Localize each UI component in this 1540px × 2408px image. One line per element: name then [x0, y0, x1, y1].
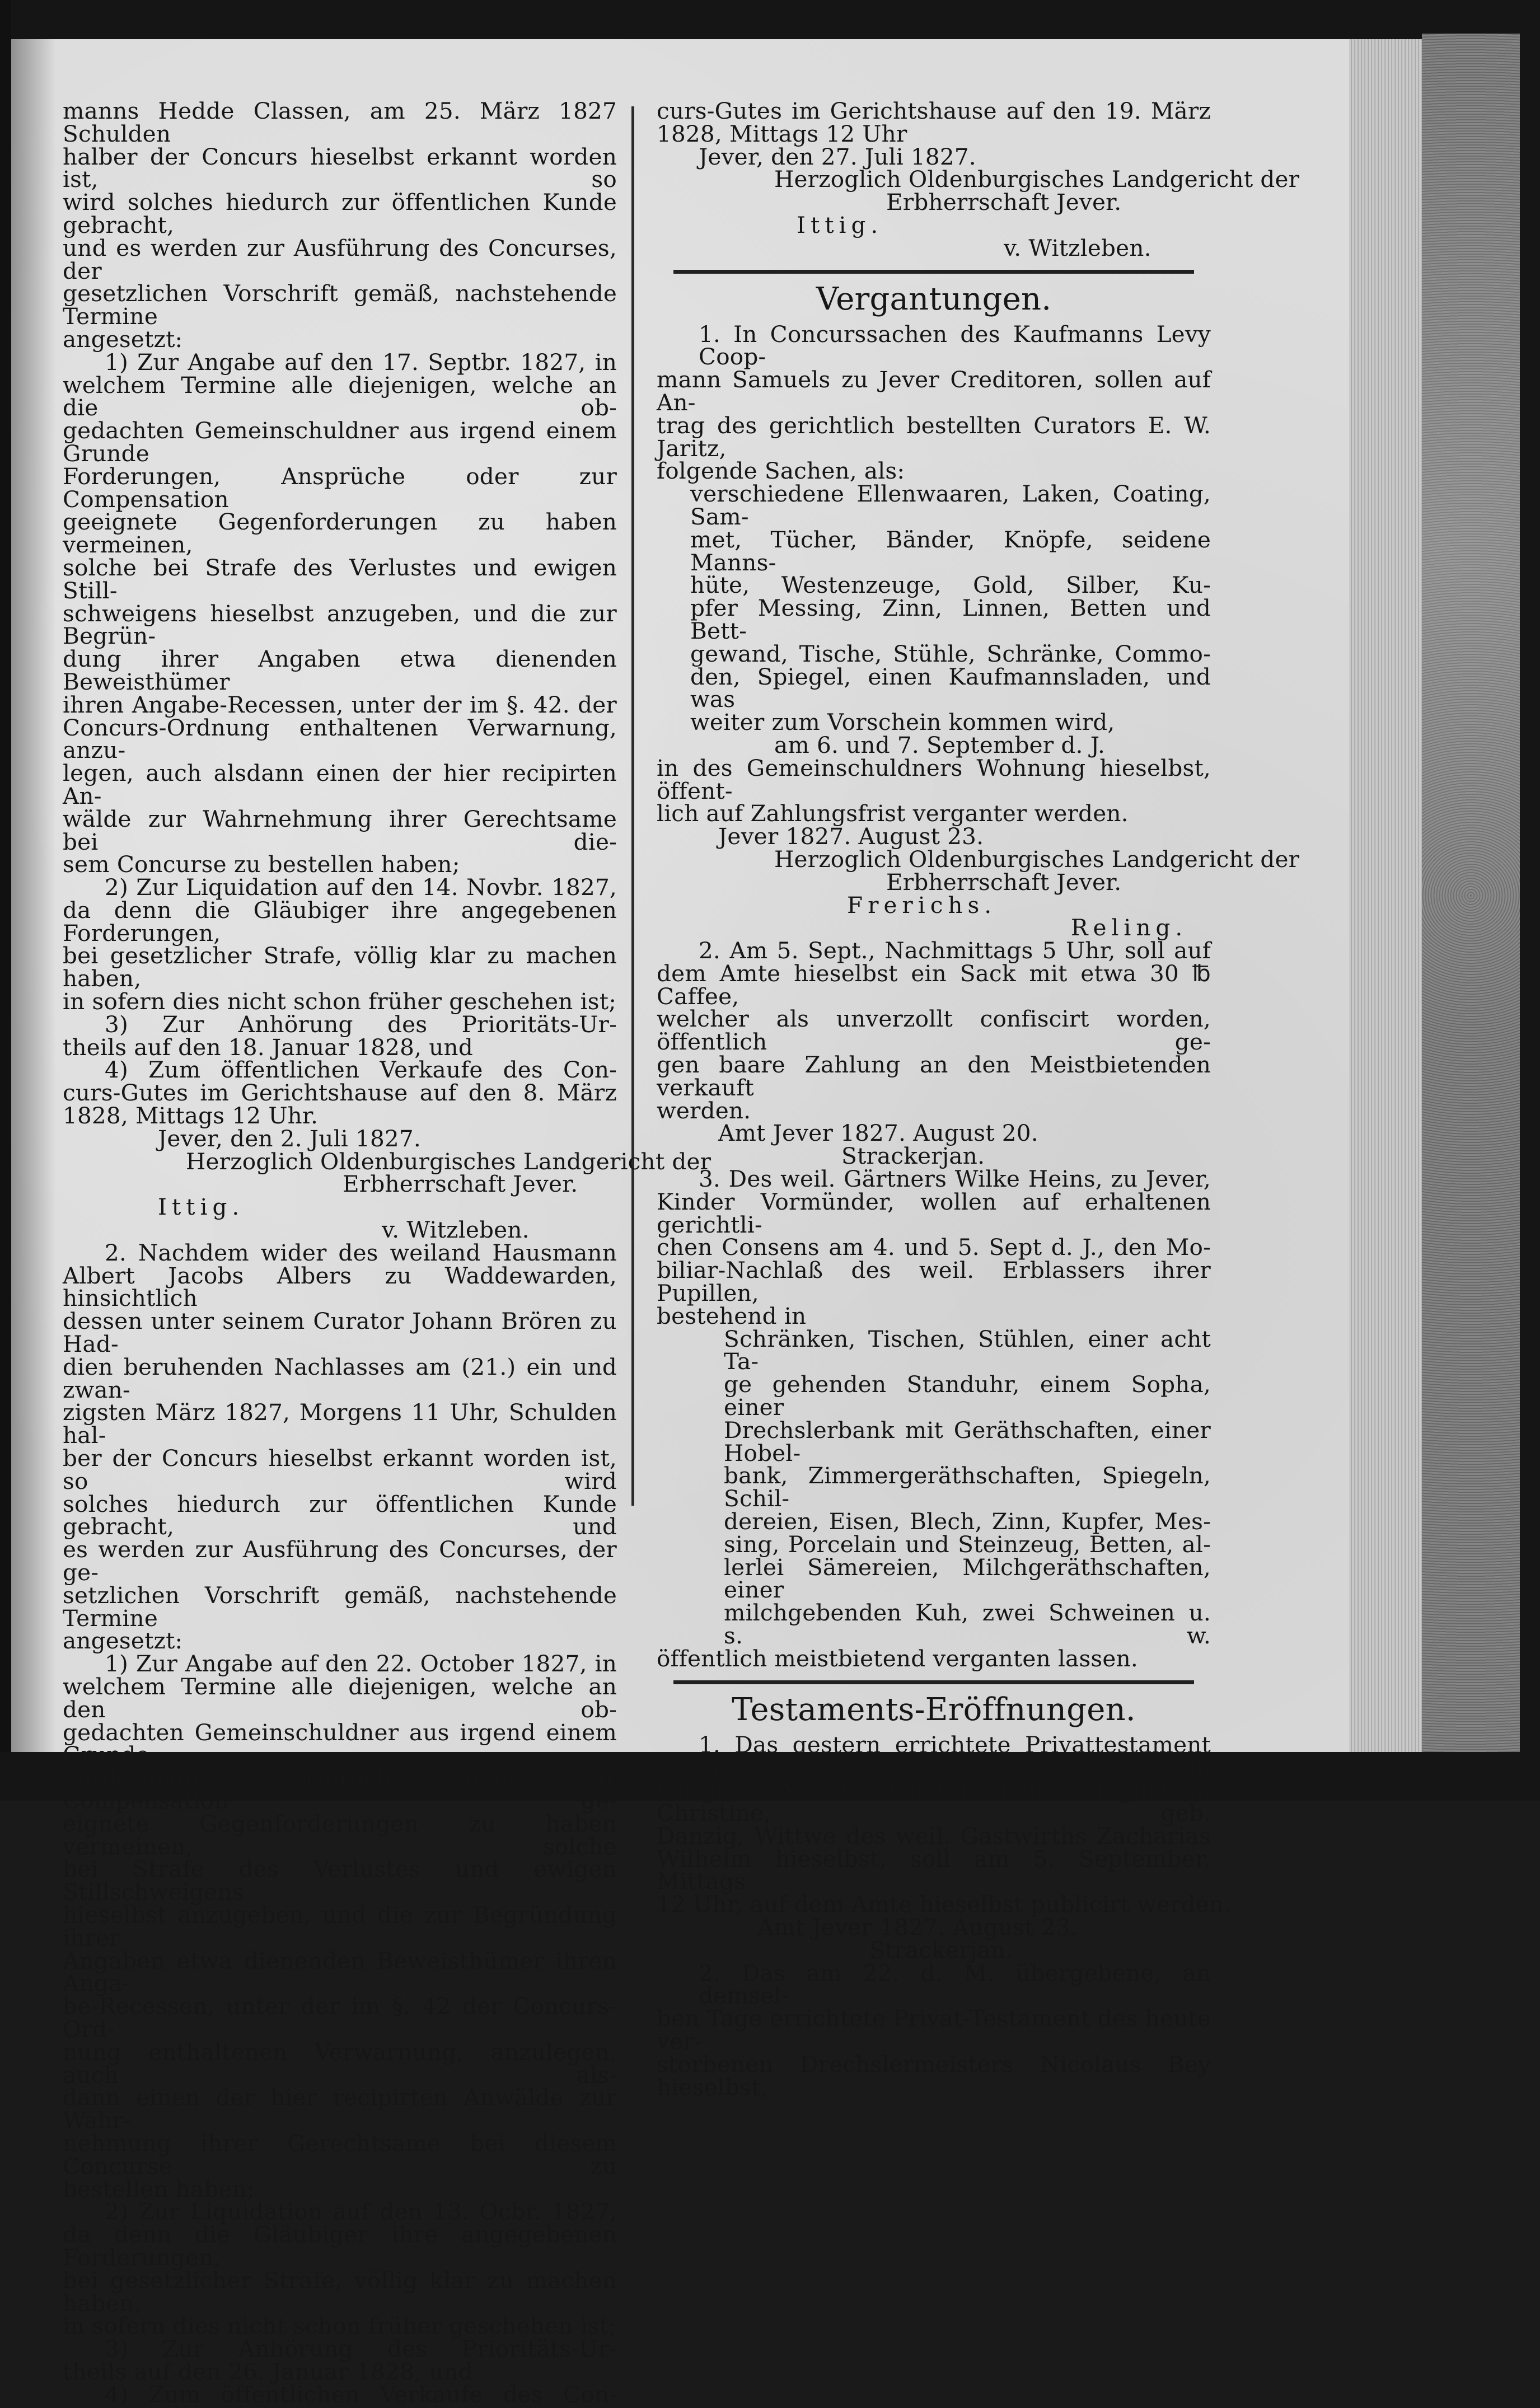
text-line: biliar-Nachlaß des weil. Erblassers ihrer Pupillen, [657, 1257, 1211, 1307]
text-line: angesetzt: [63, 1627, 183, 1655]
text-line: welchem Termine alle diejenigen, welche an die ob- [63, 371, 617, 421]
section-rule [673, 270, 1194, 274]
court-name: Herzoglich Oldenburgisches Landgericht der [774, 845, 1300, 873]
text-line: und es werden zur Ausführung des Concurses, der [63, 234, 617, 284]
court-name: Erbherrschaft Jever. [343, 1170, 578, 1198]
text-line: nung enthaltenen Verwarnung, anzulegen, auch als- [63, 2038, 617, 2088]
text-line: öffentlich meistbietend verganten lassen. [657, 1645, 1138, 1672]
text-line: gen baare Zahlung an den Meistbietenden verkauft [657, 1051, 1211, 1101]
text-line: lerlei Sämereien, Milchgeräthschaften, einer [724, 1553, 1211, 1604]
text-line: gesetzlichen Vorschrift gemäß, nachstehende Termine [63, 280, 617, 330]
text-line: in sofern dies nicht schon früher geschehen ist; [63, 988, 617, 1015]
text-line: 4) Zum öffentlichen Verkaufe des Con- [105, 2381, 617, 2408]
text-line: sing, Porcelain und Steinzeug, Betten, al- [724, 1530, 1211, 1558]
text-line: da denn die Gläubiger ihre angegebenen Forderungen, [63, 896, 617, 947]
signature: Frerichs. [847, 891, 997, 919]
text-line: weiter zum Vorschein kommen wird, [690, 709, 1115, 736]
text-line: Concurs-Ordnung enthaltenen Verwarnung, anzu- [63, 714, 617, 764]
text-line: es werden zur Ausführung des Concurses, der ge- [63, 1536, 617, 1586]
right-column [657, 97, 1300, 2101]
text-line: verschiedene Ellenwaaren, Laken, Coating, Sam- [690, 480, 1211, 530]
scan-border-right [1520, 0, 1540, 1801]
text-line: hüte, Westenzeuge, Gold, Silber, Ku- [690, 571, 1211, 599]
text-line: halber der Concurs hieselbst erkannt worden ist, so [63, 143, 617, 193]
text-line: in des Gemeinschuldners Wohnung hieselbst, öffent- [657, 754, 1211, 804]
signature: Reling. [1071, 914, 1188, 941]
text-line: Danzig, Wittwe des weil. Gastwirths Zacharias [657, 1822, 1211, 1849]
text-line: da denn die Gläubiger ihre angegebenen Forderungen, [63, 2221, 617, 2271]
text-line: hieselbst anzugeben, und die zur Begründung ihrer [63, 1901, 617, 1951]
text-line: den, Spiegel, einen Kaufmannsladen, und was [690, 663, 1211, 713]
text-line: 1. In Concurssachen des Kaufmanns Levy Coop- [699, 320, 1211, 371]
text-line: Schränken, Tischen, Stühlen, einer acht Ta- [724, 1325, 1211, 1375]
section-rule [673, 1680, 1194, 1684]
text-line: be-Recessen, unter der im §. 42 der Concurs-Ord- [63, 1993, 617, 2042]
text-line: Albert Jacobs Albers zu Waddewarden, hinsichtlich [63, 1262, 617, 1312]
text-line: 2. Nachdem wider des weiland Hausmann [105, 1239, 617, 1266]
text-line: nehmung ihrer Gerechtsame bei diesem Concurse zu [63, 2129, 617, 2180]
text-line: ber der Concurs hieselbst erkannt worden ist, so wird [63, 1445, 617, 1495]
text-line: 2. Das am 22. d. M. übergebene, an demsel- [699, 1959, 1211, 2009]
text-line: milchgebenden Kuh, zwei Schweinen u. s. w. [724, 1599, 1211, 1649]
text-line: 2) Zur Liquidation auf den 14. Novbr. 1827, [105, 874, 617, 901]
scan-border-top [0, 0, 1540, 39]
court-name: Erbherrschaft Jever. [886, 189, 1122, 216]
text-line: mann Samuels zu Jever Creditoren, sollen auf An- [657, 366, 1211, 416]
text-line: gewand, Tische, Stühle, Schränke, Commo- [690, 640, 1211, 667]
text-line: storbenen Drechslermeisters Nicolaus Bey hieselbst, [657, 2050, 1211, 2101]
text-line: folgende Sachen, als: [657, 457, 905, 485]
text-line: 1) Zur Angabe auf den 17. Septbr. 1827, in [105, 348, 617, 376]
dateline: Jever, den 27. Juli 1827. [699, 143, 976, 170]
text-line: 4) Zum öffentlichen Verkaufe des Con- [105, 1056, 617, 1084]
text-line: Kinder Vormünder, wollen auf erhaltenen gerichtli- [657, 1188, 1211, 1238]
text-line: dann einen der hier recipirten Anwälde zur Wahr- [63, 2084, 617, 2134]
text-line: in sofern dies nicht schon früher geschehen ist; [63, 2312, 617, 2340]
text-line: 1828, Mittags 12 Uhr. [63, 1102, 319, 1130]
text-line: theils auf den 18. Januar 1828, und [63, 1033, 473, 1061]
text-line: 3) Zur Anhörung des Prioritäts-Ur- [105, 1010, 617, 1038]
text-line: zigsten März 1827, Morgens 11 Uhr, Schulden hal- [63, 1399, 617, 1449]
text-line: dereien, Eisen, Blech, Zinn, Kupfer, Mes- [724, 1508, 1211, 1535]
text-line: bestehend in [657, 1302, 807, 1329]
text-line: am 6. und 7. September d. J. [774, 731, 1106, 758]
dateline: Jever 1827. August 23. [718, 823, 984, 850]
text-line: met, Tücher, Bänder, Knöpfe, seidene Manns- [690, 526, 1211, 576]
text-line: lich auf Zahlungsfrist verganter werden. [657, 800, 1129, 827]
text-line: chen Consens am 4. und 5. Sept d. J., den Mo- [657, 1234, 1211, 1261]
text-line: legen, auch alsdann einen der hier recipirten An- [63, 760, 617, 809]
text-line: trag des gerichtlich bestellten Curators E. W. Jaritz, [657, 411, 1211, 462]
text-line: wird solches hiedurch zur öffentlichen Kunde gebracht, [63, 189, 617, 238]
text-line: sem Concurse zu bestellen haben; [63, 851, 460, 878]
court-name: Erbherrschaft Jever. [886, 868, 1122, 896]
text-line: schweigens hieselbst anzugeben, und die zur Begrün- [63, 599, 617, 650]
text-line: Forderungen, Ansprüche oder zur Compensation ge- [63, 1764, 617, 1814]
text-line: 1) Zur Angabe auf den 22. October 1827, in [105, 1650, 617, 1678]
section-heading-testamente: Testaments-Eröffnungen. [732, 1691, 1136, 1728]
court-name: Herzoglich Oldenburgisches Landgericht der [774, 166, 1300, 193]
text-line: pfer Messing, Zinn, Linnen, Betten und Bett- [690, 594, 1211, 644]
section-heading-vergantungen: Vergantungen. [816, 280, 1052, 317]
text-line: dem Amte hieselbst ein Sack mit etwa 30 ℔ Caffee, [657, 959, 1211, 1010]
text-line: dessen unter seinem Curator Johann Brören zu Had- [63, 1308, 617, 1358]
dateline: Amt Jever 1827. August 20. [718, 1119, 1038, 1147]
text-line: setzlichen Vorschrift gemäß, nachstehende Termine [63, 1581, 617, 1632]
signature: Strackerjan. [869, 1936, 1013, 1964]
text-line: gedachten Gemeinschuldner aus irgend einem Grunde [63, 1718, 617, 1769]
text-line: curs-Gutes im Gerichtshause auf den 8. März [63, 1079, 617, 1107]
text-line: theils auf den 26. Januar 1828, und [63, 2358, 473, 2385]
text-line: 2. Am 5. Sept., Nachmittags 5 Uhr, soll auf [699, 937, 1211, 964]
text-line: solche bei Strafe des Verlustes und ewigen Still- [63, 554, 617, 604]
signature: v. Witzleben. [382, 1216, 530, 1244]
text-line: 1828, Mittags 12 Uhr [657, 120, 907, 147]
text-line: wälde zur Wahrnehmung ihrer Gerechtsame bei die- [63, 805, 617, 855]
text-line: ben Tage errichtete Privat-Testament des heute ver- [657, 2005, 1211, 2055]
text-line: bei gesetzlicher Strafe, völlig klar zu machen haben, [63, 942, 617, 992]
signature: v. Witzleben. [1004, 234, 1152, 261]
signature: Ittig. [158, 1193, 245, 1221]
text-line: ihren Angabe-Recessen, unter der im §. 42. der [63, 691, 617, 718]
text-line: 2) Zur Liquidation auf den 13. Ocbr. 1827, [105, 2198, 617, 2226]
text-line: solches hiedurch zur öffentlichen Kunde gebracht, und [63, 1490, 617, 1540]
text-line: bestellen haben; [63, 2175, 255, 2203]
text-line: Wilhelm hieselbst, soll am 5. September, Mittags [657, 1845, 1211, 1895]
book-cover-edge [1422, 34, 1520, 1758]
text-line: welcher als unverzollt confiscirt worden, öffentlich ge- [657, 1005, 1211, 1056]
dateline: Amt Jever 1827. August 23. [757, 1913, 1078, 1941]
text-line: eignete Gegenforderungen zu haben vermeinen, solche [63, 1810, 617, 1860]
text-line: Forderungen, Ansprüche oder zur Compensation [63, 462, 617, 513]
signature: Ittig. [797, 211, 883, 238]
scan-border-left [0, 0, 11, 1801]
court-name: Herzoglich Oldenburgisches Landgericht der [186, 1147, 712, 1175]
text-line: 3) Zur Anhörung des Prioritäts-Ur- [105, 2335, 617, 2363]
text-line: Angaben etwa dienenden Beweisthümer ihren Anga- [63, 1947, 617, 1997]
page-edges [1349, 39, 1422, 1752]
text-line: geeignete Gegenforderungen zu haben vermeinen, [63, 508, 617, 559]
text-line: bei Strafe des Verlustes und ewigen Stillschweigens [63, 1856, 617, 1906]
text-line: dien beruhenden Nachlasses am (21.) ein und zwan- [63, 1353, 617, 1403]
text-line: 3. Des weil. Gärtners Wilke Heins, zu Jever, [699, 1165, 1211, 1193]
text-line: 1. Das gestern errichtete Privattestament der in [699, 1731, 1211, 1781]
text-line: curs-Gutes im Gerichtshause auf den 19. März [657, 97, 1211, 124]
text-line: bei gesetzlicher Strafe, völlig klar zu machen haben, [63, 2266, 617, 2317]
text-line: ge gehenden Standuhr, einem Sopha, einer [724, 1371, 1211, 1421]
dateline: Jever, den 2. Juli 1827. [158, 1125, 421, 1152]
text-line: Drechslerbank mit Geräthschaften, einer Hobel- [724, 1416, 1211, 1467]
left-column [63, 97, 712, 2408]
text-line: angesetzt: [63, 325, 183, 353]
text-line: dung ihrer Angaben etwa dienenden Beweisthümer [63, 645, 617, 695]
text-line: 12 Uhr, auf dem Amte hieselbst publicirt werden. [657, 1891, 1232, 1918]
column-divider [631, 106, 634, 1506]
gutter-shadow [11, 39, 56, 1752]
text-line: gedachten Gemeinschuldner aus irgend einem Grunde [63, 417, 617, 467]
text-line: bank, Zimmergeräthschaften, Spiegeln, Schil- [724, 1462, 1211, 1512]
text-line: voriger Nacht verstorbenen Magdalena Christine, geb. [657, 1777, 1211, 1826]
signature: Strackerjan. [841, 1142, 985, 1170]
text-line: welchem Termine alle diejenigen, welche an den ob- [63, 1673, 617, 1723]
text-line: manns Hedde Classen, am 25. März 1827 Schulden [63, 97, 617, 147]
text-line: werden. [657, 1097, 751, 1124]
